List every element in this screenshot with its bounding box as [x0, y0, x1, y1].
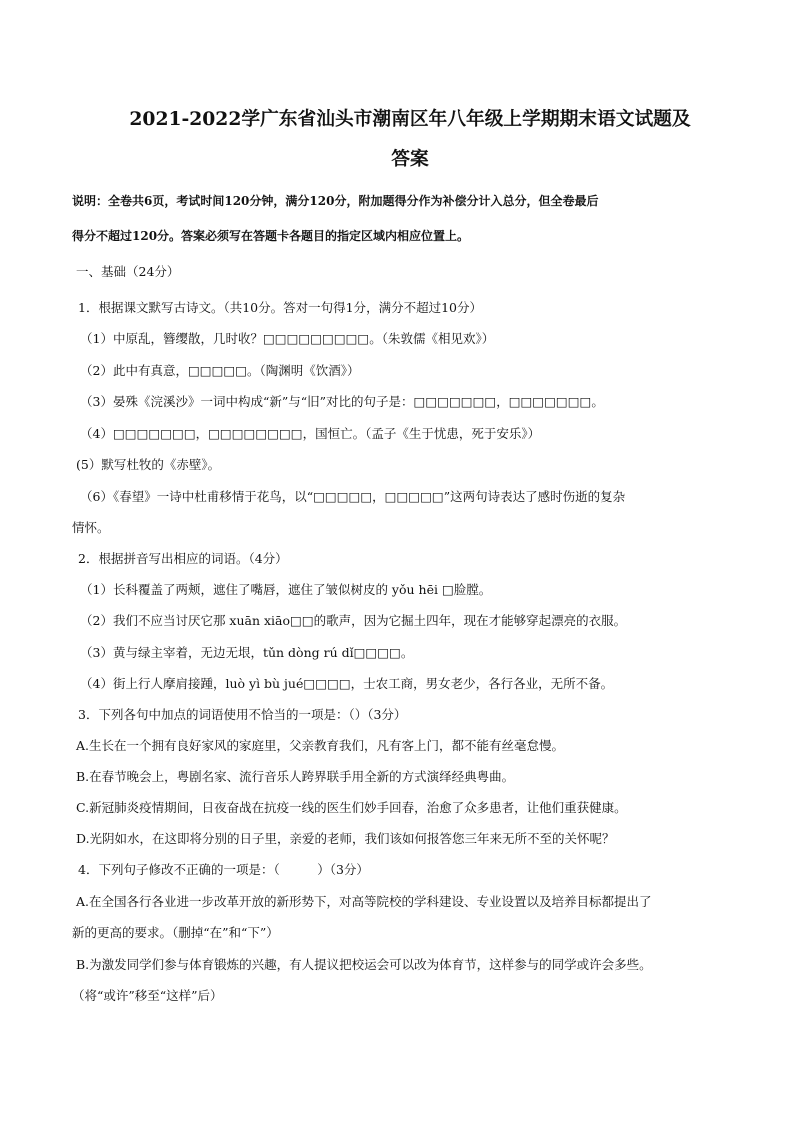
question-1-item-5: (5）默写杜牧的《赤壁》。 [76, 457, 221, 472]
document-title-line-2: 答案 [391, 148, 429, 170]
document-title-line-1: 2021-2022学广东省汕头市潮南区年八年级上学期期末语文试题及 [129, 108, 691, 130]
question-2-item-2: （2）我们不应当讨厌它那 xuān xiāo□□的歌声，因为它掘土四年，现在才能够穿起漂亮的衣服。 [80, 613, 627, 628]
question-1-item-6: （6）《春望》一诗中杜甫移情于花鸟，以“□□□□□，□□□□□”这两句诗表达了感时伤逝的复杂 [80, 489, 626, 504]
question-1-item-2: （2）此中有真意，□□□□□。（陶渊明《饮酒》） [80, 363, 360, 378]
question-2-item-1: （1）长科覆盖了两颊，遮住了嘴唇，遮住了皱似树皮的 yǒu hēi □脸膛。 [80, 582, 492, 597]
question-4-option-a: A.在全国各行各业进一步改革开放的新形势下，对高等院校的学科建设、专业设置以及培养目标都提出了 [76, 894, 652, 909]
question-4-option-b: B.为激发同学们参与体育锻炼的兴趣，有人提议把校运会可以改为体育节，这样参与的同学或许会多些。 [76, 957, 652, 972]
question-1-item-4: （4）□□□□□□□，□□□□□□□□，国恒亡。（孟子《生于忧患，死于安乐》） [80, 426, 541, 441]
exam-note-line-1: 说明：全卷共6页，考试时间120分钟，满分120分，附加题得分作为补偿分计入总分，但全卷最后 [72, 194, 599, 208]
question-4-option-b-continued: （将“或许”移至“这样”后） [72, 988, 223, 1003]
question-1: 1．根据课文默写古诗文。（共10分。答对一句得1分，满分不超过10分） [78, 300, 482, 315]
question-3-option-a: A.生长在一个拥有良好家风的家庭里，父亲教育我们，凡有客上门，都不能有丝毫怠慢。 [76, 738, 565, 753]
question-2-item-4: （4）街上行人摩肩接踵，luò yì bù jué□□□□，士农工商，男女老少，各行各业，无所不备。 [80, 676, 614, 691]
exam-note-line-2: 得分不超过120分。答案必须写在答题卡各题目的指定区域内相应位置上。 [72, 229, 470, 243]
question-3-option-d: D.光阴如水，在这即将分别的日子里，亲爱的老师，我们该如何报答您三年来无所不至的关怀呢？ [76, 831, 615, 846]
question-1-item-6-continued: 情怀。 [72, 520, 110, 535]
section-heading-basics: 一、基础（24分） [76, 264, 180, 279]
question-4-option-a-continued: 新的更高的要求。（删掉“在”和“下”） [72, 925, 279, 940]
question-3-option-c: C.新冠肺炎疫情期间，日夜奋战在抗疫一线的医生们妙手回春，治愈了众多患者，让他们重获健康。 [76, 800, 627, 815]
question-3-option-b: B.在春节晚会上，粤剧名家、流行音乐人跨界联手用全新的方式演绎经典粤曲。 [76, 769, 515, 784]
question-1-item-3: （3）晏殊《浣溪沙》一词中构成“新”与“旧”对比的句子是：□□□□□□□，□□□□□□□。 [80, 394, 604, 409]
question-1-item-1: （1）中原乱，簪缨散，几时收？□□□□□□□□□。（朱敦儒《相见欢》） [80, 331, 495, 346]
question-4: 4．下列句子修改不正确的一项是：（ ）（3分） [78, 862, 369, 877]
question-2-item-3: （3）黄与绿主宰着，无边无垠，tǔn dòng rú dǐ□□□□。 [80, 645, 414, 660]
question-2: 2．根据拼音写出相应的词语。（4分） [78, 551, 288, 566]
question-3: 3．下列各句中加点的词语使用不恰当的一项是：（）（3分） [78, 707, 407, 722]
